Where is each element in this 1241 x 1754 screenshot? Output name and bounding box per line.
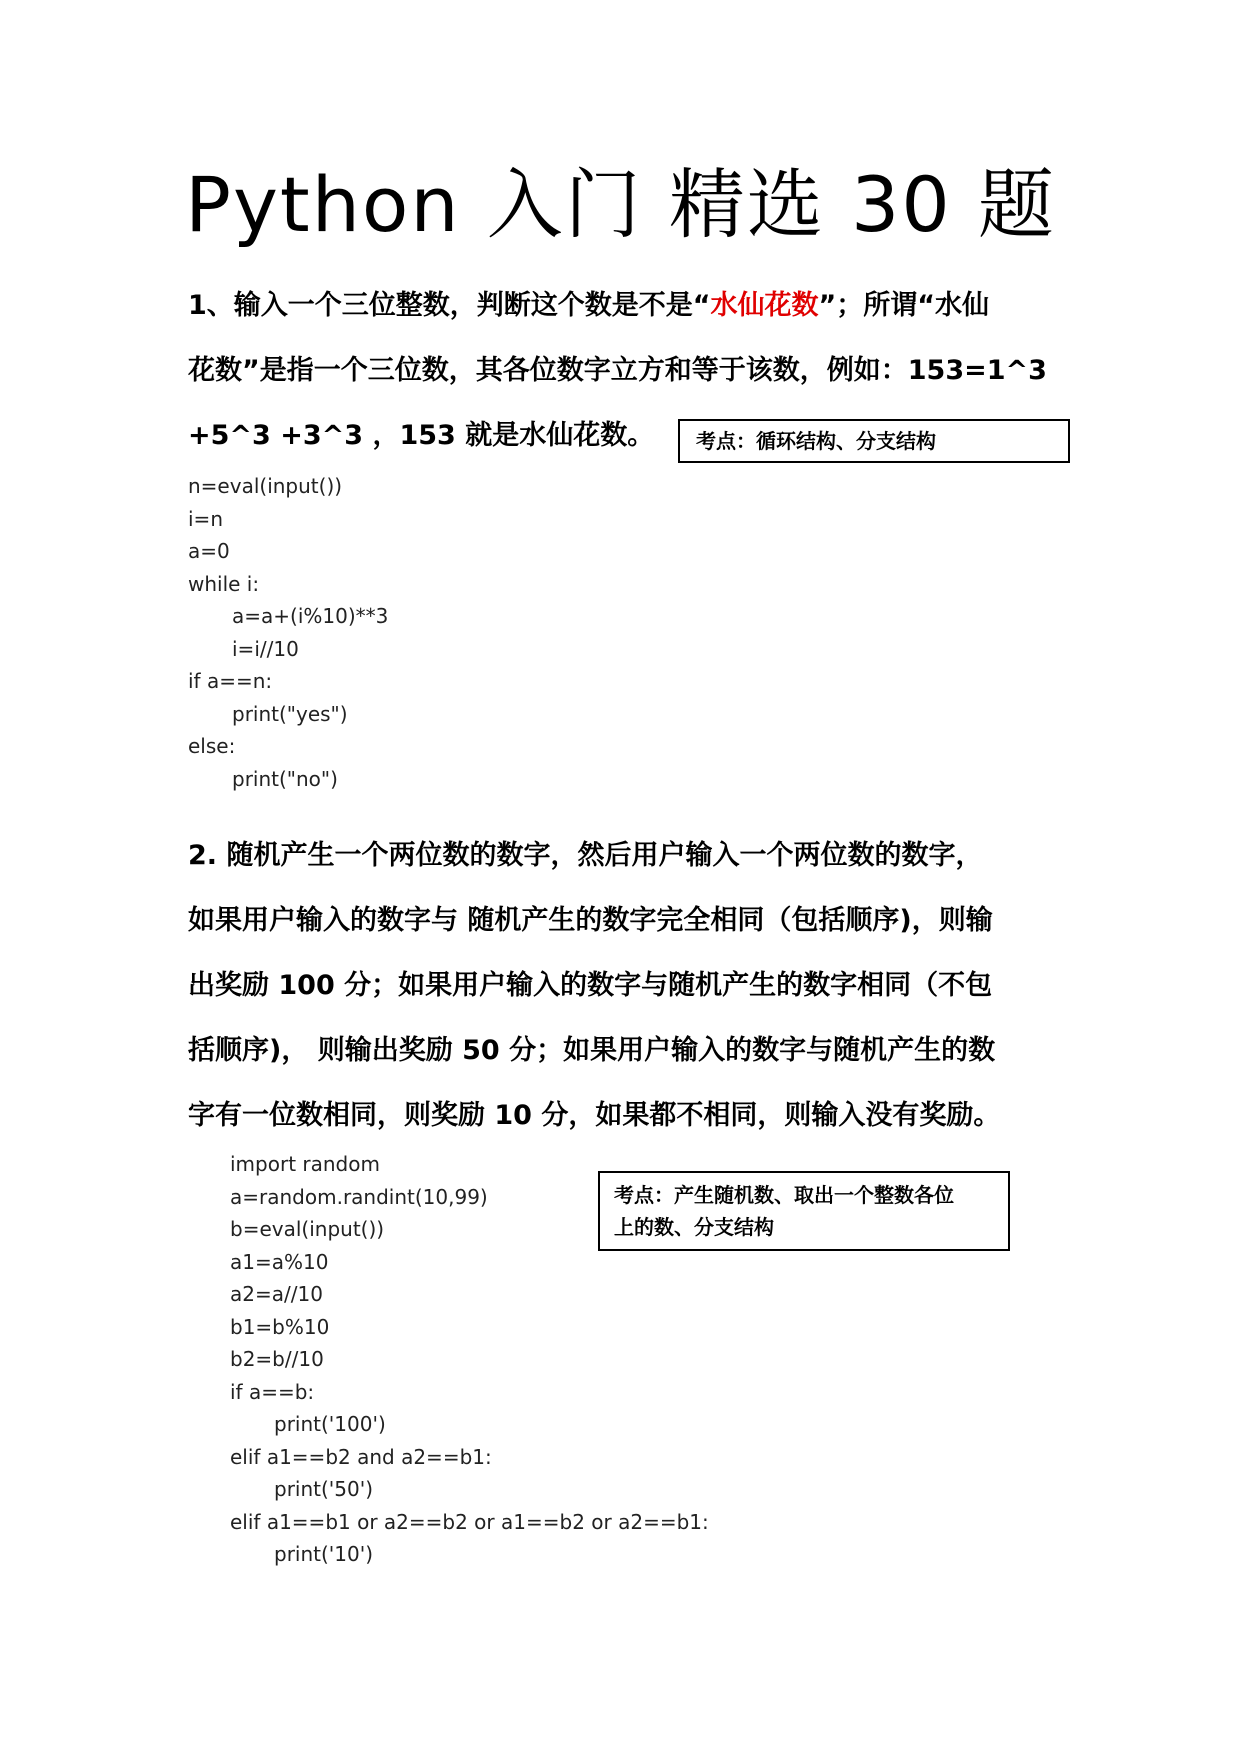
code-line: print('50') (274, 1477, 374, 1501)
question-2-line: 2. 随机产生一个两位数的数字，然后用户输入一个两位数的数字， (188, 840, 983, 871)
question-1-line-3: +5^3 +3^3 ，153 就是水仙花数。 (188, 420, 655, 451)
code-line: print('10') (274, 1542, 374, 1566)
question-2-note-line-1: 考点：产生随机数、取出一个整数各位 (614, 1183, 954, 1207)
code-line: b1=b%10 (230, 1314, 330, 1339)
question-2-text (188, 823, 1088, 1148)
question-2-code (230, 1148, 709, 1571)
code-line: elif a1==b2 and a2==b1: (230, 1444, 492, 1469)
question-1-code (188, 470, 388, 795)
question-1-line-1: 1、输入一个三位整数，判断这个数是不是“水仙花数”；所谓“水仙 (188, 290, 990, 321)
highlight-term: 水仙花数 (710, 290, 819, 321)
question-1-note-box (678, 419, 1070, 463)
code-line: print("yes") (232, 701, 348, 726)
question-2-line: 括顺序)， 则输出奖励 50 分；如果用户输入的数字与随机产生的数 (188, 1035, 996, 1066)
code-line: a=0 (188, 539, 230, 563)
code-line: b=eval(input()) (230, 1217, 385, 1241)
question-2-line: 出奖励 100 分；如果用户输入的数字与随机产生的数字相同（不包 (188, 970, 993, 1001)
code-line: if a==n: (188, 669, 273, 693)
code-line: print('100') (274, 1412, 386, 1436)
question-2-line: 字有一位数相同，则奖励 10 分，如果都不相同，则输入没有奖励。 (188, 1100, 1001, 1131)
code-line: a=random.randint(10,99) (230, 1184, 488, 1209)
code-line: a2=a//10 (230, 1282, 323, 1306)
code-line: i=n (188, 506, 223, 531)
code-line: import random (230, 1152, 380, 1176)
question-2-note-line-2: 上的数、分支结构 (614, 1215, 774, 1239)
question-2-line: 如果用户输入的数字与 随机产生的数字完全相同（包括顺序)，则输 (188, 905, 993, 936)
code-line: i=i//10 (232, 636, 299, 661)
code-line: print("no") (232, 766, 338, 791)
code-line: b2=b//10 (230, 1347, 324, 1371)
code-line: if a==b: (230, 1379, 315, 1404)
question-1-note: 考点：循环结构、分支结构 (696, 429, 936, 453)
code-line: elif a1==b1 or a2==b2 or a1==b2 or a2==b1: (230, 1509, 709, 1534)
code-line: while i: (188, 571, 260, 596)
code-line: a1=a%10 (230, 1249, 329, 1274)
question-1-line-2: 花数”是指一个三位数，其各位数字立方和等于该数，例如：153=1^3 (188, 355, 1047, 386)
code-line: a=a+(i%10)**3 (232, 604, 389, 628)
code-line: else: (188, 734, 236, 758)
page-title: Python 入门 精选 30 题 (185, 160, 1056, 249)
code-line: n=eval(input()) (188, 474, 343, 498)
